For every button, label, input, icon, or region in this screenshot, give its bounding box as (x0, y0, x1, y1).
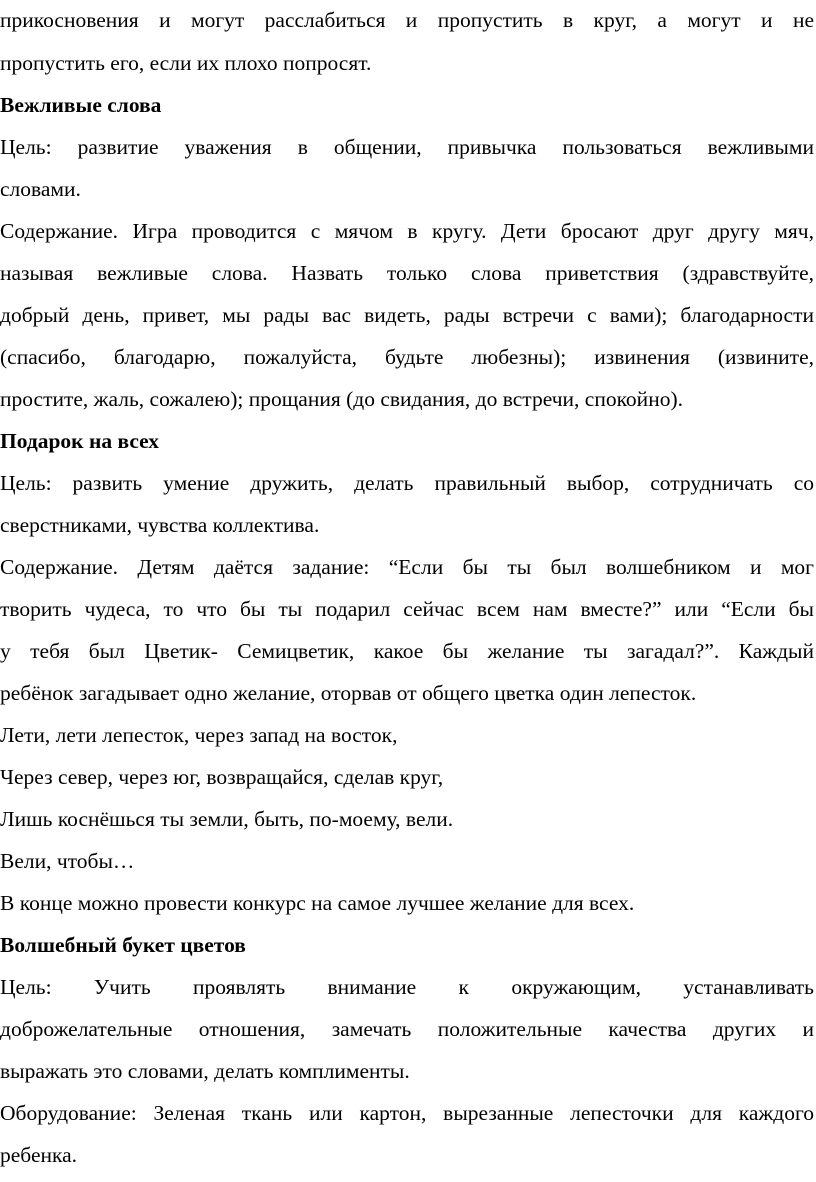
text-line: прикосновения и могут расслабиться и пропустить в круг, а могут и не (0, 8, 814, 32)
text-line: словами. (0, 177, 81, 201)
text-line: выражать это словами, делать комплименты. (0, 1059, 410, 1083)
text-line: у тебя был Цветик- Семицветик, какое бы желание ты загадал?”. Каждый (0, 639, 814, 663)
text-line: В конце можно провести конкурс на самое лучшее желание для всех. (0, 891, 635, 915)
text-line: Цель: Учить проявлять внимание к окружающим, устанавливать (0, 975, 814, 999)
text-line: Цель: развитие уважения в общении, привычка пользоваться вежливыми (0, 135, 814, 159)
poem-line: Через север, через юг, возвращайся, сделав круг, (0, 765, 444, 789)
text-line: простите, жаль, сожалею); прощания (до свидания, до встречи, спокойно). (0, 387, 683, 411)
poem-line: Лишь коснёшься ты земли, быть, по-моему, вели. (0, 807, 454, 831)
section-heading: Вежливые слова (0, 93, 162, 117)
text-line: ребенка. (0, 1143, 78, 1167)
text-line: добрый день, привет, мы рады вас видеть, рады встречи с вами); благодарности (0, 303, 814, 327)
text-line: доброжелательные отношения, замечать положительные качества других и (0, 1017, 814, 1041)
text-line: ребёнок загадывает одно желание, оторвав от общего цветка один лепесток. (0, 681, 697, 705)
text-line: (спасибо, благодарю, пожалуйста, будьте любезны); извинения (извините, (0, 345, 814, 369)
text-line: называя вежливые слова. Назвать только слова приветствия (здравствуйте, (0, 261, 814, 285)
poem-line: Вели, чтобы… (0, 849, 135, 873)
text-line: Оборудование: Зеленая ткань или картон, вырезанные лепесточки для каждого (0, 1101, 814, 1125)
section-heading: Подарок на всех (0, 429, 160, 453)
text-line: сверстниками, чувства коллектива. (0, 513, 320, 537)
text-line: Цель: развить умение дружить, делать правильный выбор, сотрудничать со (0, 471, 814, 495)
text-line: Содержание. Детям даётся задание: “Если бы ты был волшебником и мог (0, 555, 814, 579)
poem-line: Лети, лети лепесток, через запад на восток, (0, 723, 398, 747)
text-line: Содержание. Игра проводится с мячом в кругу. Дети бросают друг другу мяч, (0, 219, 814, 243)
text-line: творить чудеса, то что бы ты подарил сейчас всем нам вместе?” или “Если бы (0, 597, 814, 621)
section-heading: Волшебный букет цветов (0, 933, 246, 957)
text-line: пропустить его, если их плохо попросят. (0, 51, 372, 75)
